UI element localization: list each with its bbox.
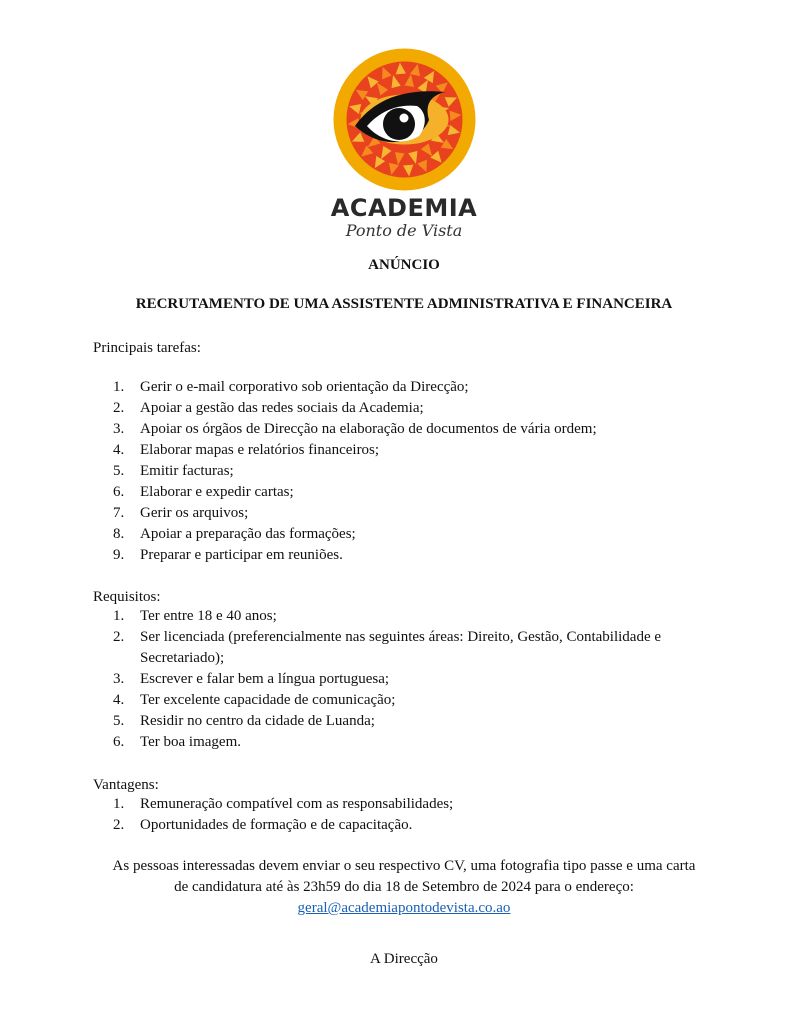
list-number: 1. [113, 608, 125, 624]
list-number: 5. [113, 463, 125, 479]
list-number: 8. [113, 526, 125, 542]
benefits-label: Vantagens: [93, 777, 159, 793]
list-item [93, 711, 699, 732]
list-item [93, 461, 713, 482]
application-paragraph [80, 856, 728, 919]
list-text: Apoiar os órgãos de Direcção na elaboração de documentos de vária ordem; [140, 421, 597, 437]
list-item [93, 377, 713, 398]
signature: A Direcção [370, 951, 438, 967]
list-item [93, 815, 713, 836]
list-text: Elaborar mapas e relatórios financeiros; [140, 442, 380, 458]
list-number: 5. [113, 713, 125, 729]
list-text: Gerir o e-mail corporativo sob orientação da Direcção; [140, 379, 469, 395]
benefits-list [93, 794, 713, 836]
list-item [93, 524, 713, 545]
list-number: 6. [113, 734, 125, 750]
list-text: Emitir facturas; [140, 463, 234, 479]
list-number: 6. [113, 484, 125, 500]
logo-wordmark: ACADEMIA [330, 194, 478, 222]
list-number: 1. [113, 379, 125, 395]
list-number: 4. [113, 442, 125, 458]
list-number: 4. [113, 692, 125, 708]
list-item [93, 398, 713, 419]
list-item [93, 482, 713, 503]
position-title: RECRUTAMENTO DE UMA ASSISTENTE ADMINISTRATIVA E FINANCEIRA [135, 296, 673, 312]
list-item [93, 794, 713, 815]
application-line-2: de candidatura até às 23h59 do dia 18 de Setembro de 2024 para o endereço: [174, 879, 634, 895]
list-text: Apoiar a gestão das redes sociais da Academia; [140, 400, 424, 416]
list-number: 2. [113, 400, 125, 416]
list-number: 1. [113, 796, 125, 812]
announcement-title: ANÚNCIO [368, 257, 440, 273]
logo-subtitle: Ponto de Vista [345, 221, 463, 240]
application-line-1: As pessoas interessadas devem enviar o seu respectivo CV, uma fotografia tipo passe e uma carta [112, 858, 696, 874]
list-text: Ter entre 18 e 40 anos; [140, 608, 277, 624]
list-text: Ser licenciada (preferencialmente nas seguintes áreas: Direito, Gestão, Contabilidade e Secretariado); [140, 629, 662, 666]
list-text: Preparar e participar em reuniões. [140, 547, 343, 563]
list-text: Gerir os arquivos; [140, 505, 249, 521]
list-item [93, 545, 713, 566]
list-item [93, 606, 699, 627]
list-number: 7. [113, 505, 125, 521]
list-item [93, 627, 699, 669]
list-text: Oportunidades de formação e de capacitação. [140, 817, 413, 833]
requirements-list [93, 606, 699, 753]
academia-eye-logo-icon [333, 48, 476, 191]
list-text: Escrever e falar bem a língua portuguesa; [140, 671, 390, 687]
list-item [93, 440, 713, 461]
list-item [93, 503, 713, 524]
list-number: 9. [113, 547, 125, 563]
email-link[interactable]: geral@academiapontodevista.co.ao [297, 900, 511, 916]
list-text: Ter excelente capacidade de comunicação; [140, 692, 396, 708]
list-item [93, 419, 713, 440]
list-text: Remuneração compatível com as responsabilidades; [140, 796, 454, 812]
tasks-label: Principais tarefas: [93, 340, 201, 356]
tasks-list [93, 377, 713, 566]
list-item [93, 690, 699, 711]
list-text: Residir no centro da cidade de Luanda; [140, 713, 375, 729]
list-number: 3. [113, 671, 125, 687]
list-text: Ter boa imagem. [140, 734, 241, 750]
list-text: Apoiar a preparação das formações; [140, 526, 356, 542]
list-number: 2. [113, 629, 125, 645]
requirements-label: Requisitos: [93, 589, 161, 605]
list-number: 3. [113, 421, 125, 437]
list-item [93, 732, 699, 753]
list-item [93, 669, 699, 690]
list-number: 2. [113, 817, 125, 833]
list-text: Elaborar e expedir cartas; [140, 484, 294, 500]
